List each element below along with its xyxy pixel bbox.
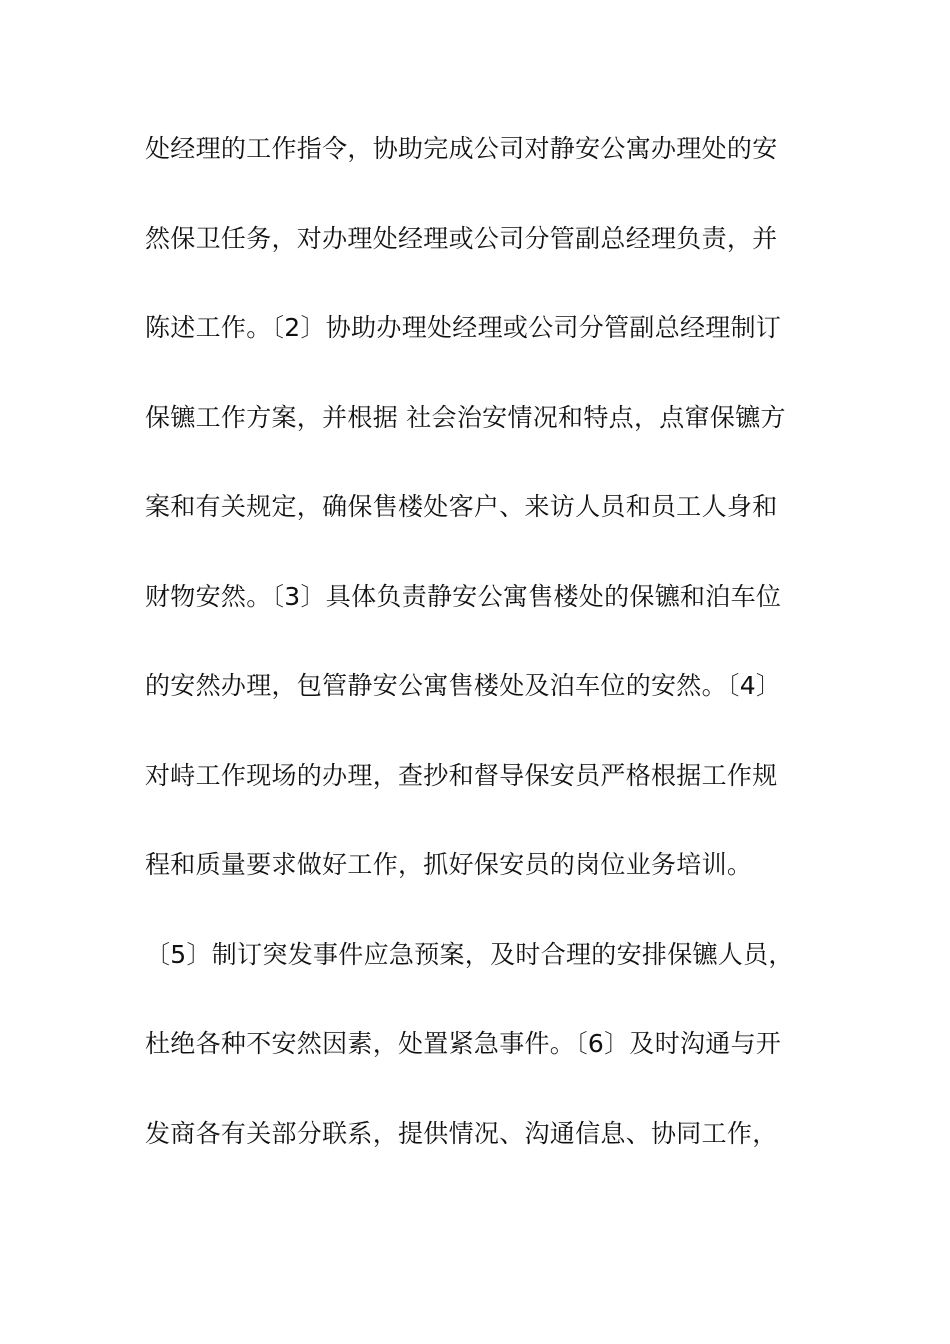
text-line-8: 对峙工作现场的办理，查抄和督导保安员严格根据工作规 [145, 760, 778, 790]
text-line-1: 处经理的工作指令，协助完成公司对静安公寓办理处的安 [145, 134, 778, 163]
text-line-6: 财物安然。〔3〕具体负责静安公寓售楼处的保镳和泊车位 [145, 581, 782, 611]
text-line-12: 发商各有关部分联系，提供情况、沟通信息、协同工作， [145, 1118, 778, 1148]
text-line-10: 〔5〕制订突发事件应急预案，及时合理的安排保镳人员， [145, 939, 794, 969]
text-line-4: 保镳工作方案，并根据 社会治安情况和特点，点窜保镳方 [145, 402, 786, 432]
text-line-11: 杜绝各种不安然因素，处置紧急事件。〔6〕及时沟通与开 [145, 1029, 782, 1058]
text-line-2: 然保卫任务，对办理处经理或公司分管副总经理负责，并 [145, 223, 778, 253]
text-line-9: 程和质量要求做好工作，抓好保安员的岗位业务培训。 [145, 850, 753, 879]
text-line-5: 案和有关规定，确保售楼处客户、来访人员和员工人身和 [145, 492, 778, 521]
text-line-3: 陈述工作。〔2〕协助办理处经理或公司分管副总经理制订 [145, 313, 782, 342]
body-text [145, 124, 825, 1198]
text-line-7: 的安然办理，包管静安公寓售楼处及泊车位的安然。〔4〕 [145, 671, 782, 700]
